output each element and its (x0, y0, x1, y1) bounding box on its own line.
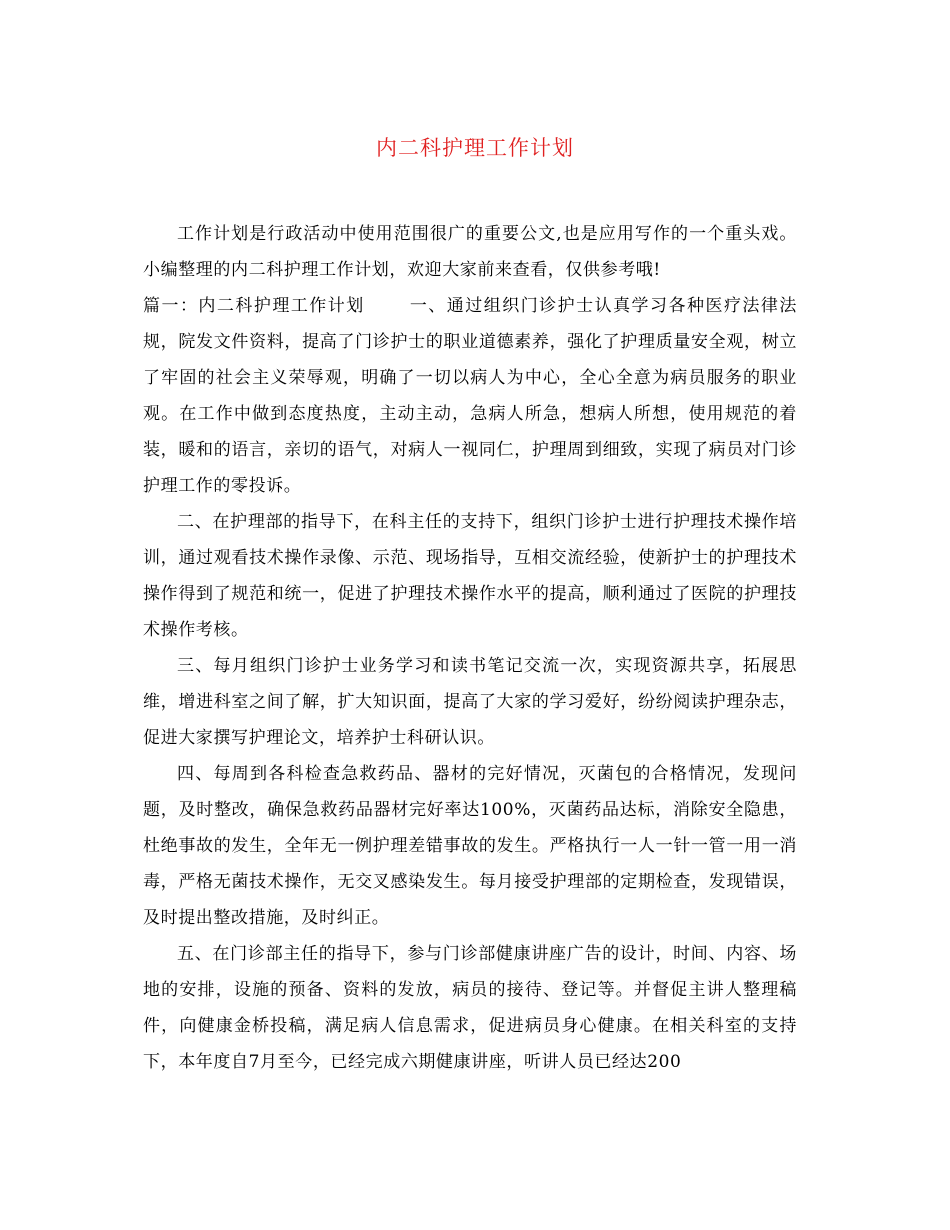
paragraph-2: 二、在护理部的指导下，在科主任的支持下，组织门诊护士进行护理技术操作培训，通过观看技术操作录像、示范、现场指导，互相交流经验，使新护士的护理技术操作得到了规范和统一，促进了护理技术操作水平的提高，顺利通过了医院的护理技术操作考核。 (143, 512, 797, 640)
chapter-paragraph (143, 288, 797, 504)
paragraph-4: 四、每周到各科检查急救药品、器材的完好情况，灭菌包的合格情况，发现问题，及时整改，确保急救药品器材完好率达100%，灭菌药品达标，消除安全隐患，杜绝事故的发生，全年无一例护理差错事故的发生。严格执行一人一针一管一用一消毒，严格无菌技术操作，无交叉感染发生。每月接受护理部的定期检查，发现错误，及时提出整改措施，及时纠正。 (143, 764, 797, 928)
document-title: 内二科护理工作计划 (376, 136, 574, 160)
paragraph-1-text: 一、通过组织门诊护士认真学习各种医疗法律法规，院发文件资料，提高了门诊护士的职业道德素养，强化了护理质量安全观，树立了牢固的社会主义荣辱观，明确了一切以病人为中心，全心全意为病员服务的职业观。在工作中做到态度热度，主动主动，急病人所急，想病人所想，使用规范的着装，暖和的语言，亲切的语气，对病人一视同仁，护理周到细致，实现了病员对门诊护理工作的零投诉。 (143, 296, 797, 496)
paragraph-3: 三、每月组织门诊护士业务学习和读书笔记交流一次，实现资源共享，拓展思维，增进科室之间了解，扩大知识面，提高了大家的学习爱好，纷纷阅读护理杂志，促进大家撰写护理论文，培养护士科研认识。 (143, 656, 797, 748)
paragraph-5: 五、在门诊部主任的指导下，参与门诊部健康讲座广告的设计，时间、内容、场地的安排，设施的预备、资料的发放，病员的接待、登记等。并督促主讲人整理稿件，向健康金桥投稿，满足病人信息需求，促进病员身心健康。在相关科室的支持下，本年度自7月至今，已经完成六期健康讲座，听讲人员已经达200 (143, 944, 797, 1072)
document-body (143, 216, 797, 1080)
chapter-label: 篇一：内二科护理工作计划 (143, 296, 365, 316)
intro-paragraph: 工作计划是行政活动中使用范围很广的重要公文,也是应用写作的一个重头戏。小编整理的内二科护理工作计划，欢迎大家前来查看，仅供参考哦! (143, 224, 797, 280)
